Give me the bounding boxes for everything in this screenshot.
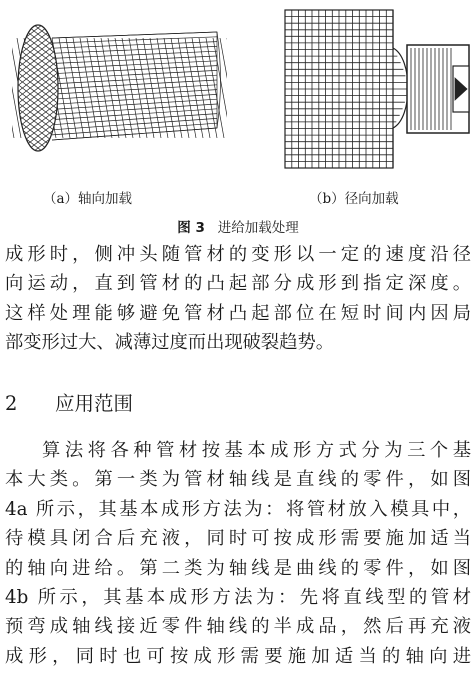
text-line: 预弯成轴线接近零件轴线的半成品，然后再充液 (5, 616, 471, 638)
figure-a-axial-loading (12, 0, 227, 175)
text-line: 本大类。第一类为管材轴线是直线的零件，如图 (5, 469, 471, 491)
text-line: 4a 所示，其基本成形方法为：将管材放入模具中， (5, 498, 471, 520)
text-line: 部变形过大、减薄过度而出现破裂趋势。 (5, 332, 335, 354)
text-line: 算法将各种管材按基本成形方式分为三个基 (42, 440, 471, 461)
section-heading (5, 388, 133, 416)
text-line: 4b 所示，其基本成形方法为：先将直线型的管材 (5, 586, 471, 608)
figure-title (0, 216, 476, 236)
text-line: 成形，同时也可按成形需要施加适当的轴向进 (5, 645, 471, 667)
text-line: 这样处理能够避免管材凸起部位在短时间内因局 (5, 302, 471, 324)
figure-caption-a: （a）轴向加载 (43, 191, 133, 207)
figure-title-text: 进给加载处理 (217, 220, 299, 236)
text-line: 待模具闭合后充液，同时可按成形需要施加适当 (5, 528, 471, 550)
text-line: 的轴向进给。第二类为轴线是曲线的零件，如图 (5, 557, 471, 579)
paragraph-1 (5, 240, 471, 358)
paragraph-2 (5, 436, 471, 671)
figure-b-radial-loading (283, 8, 473, 173)
figure-caption-b: （b）径向加载 (309, 191, 399, 207)
section-title: 应用范围 (55, 392, 134, 415)
text-line: 向运动，直到管材的凸起部分成形到指定深度。 (5, 273, 471, 295)
section-number: 2 (5, 392, 18, 415)
text-line: 成形时，侧冲头随管材的变形以一定的速度沿径 (5, 244, 471, 265)
figure-number: 图 3 (177, 220, 205, 236)
